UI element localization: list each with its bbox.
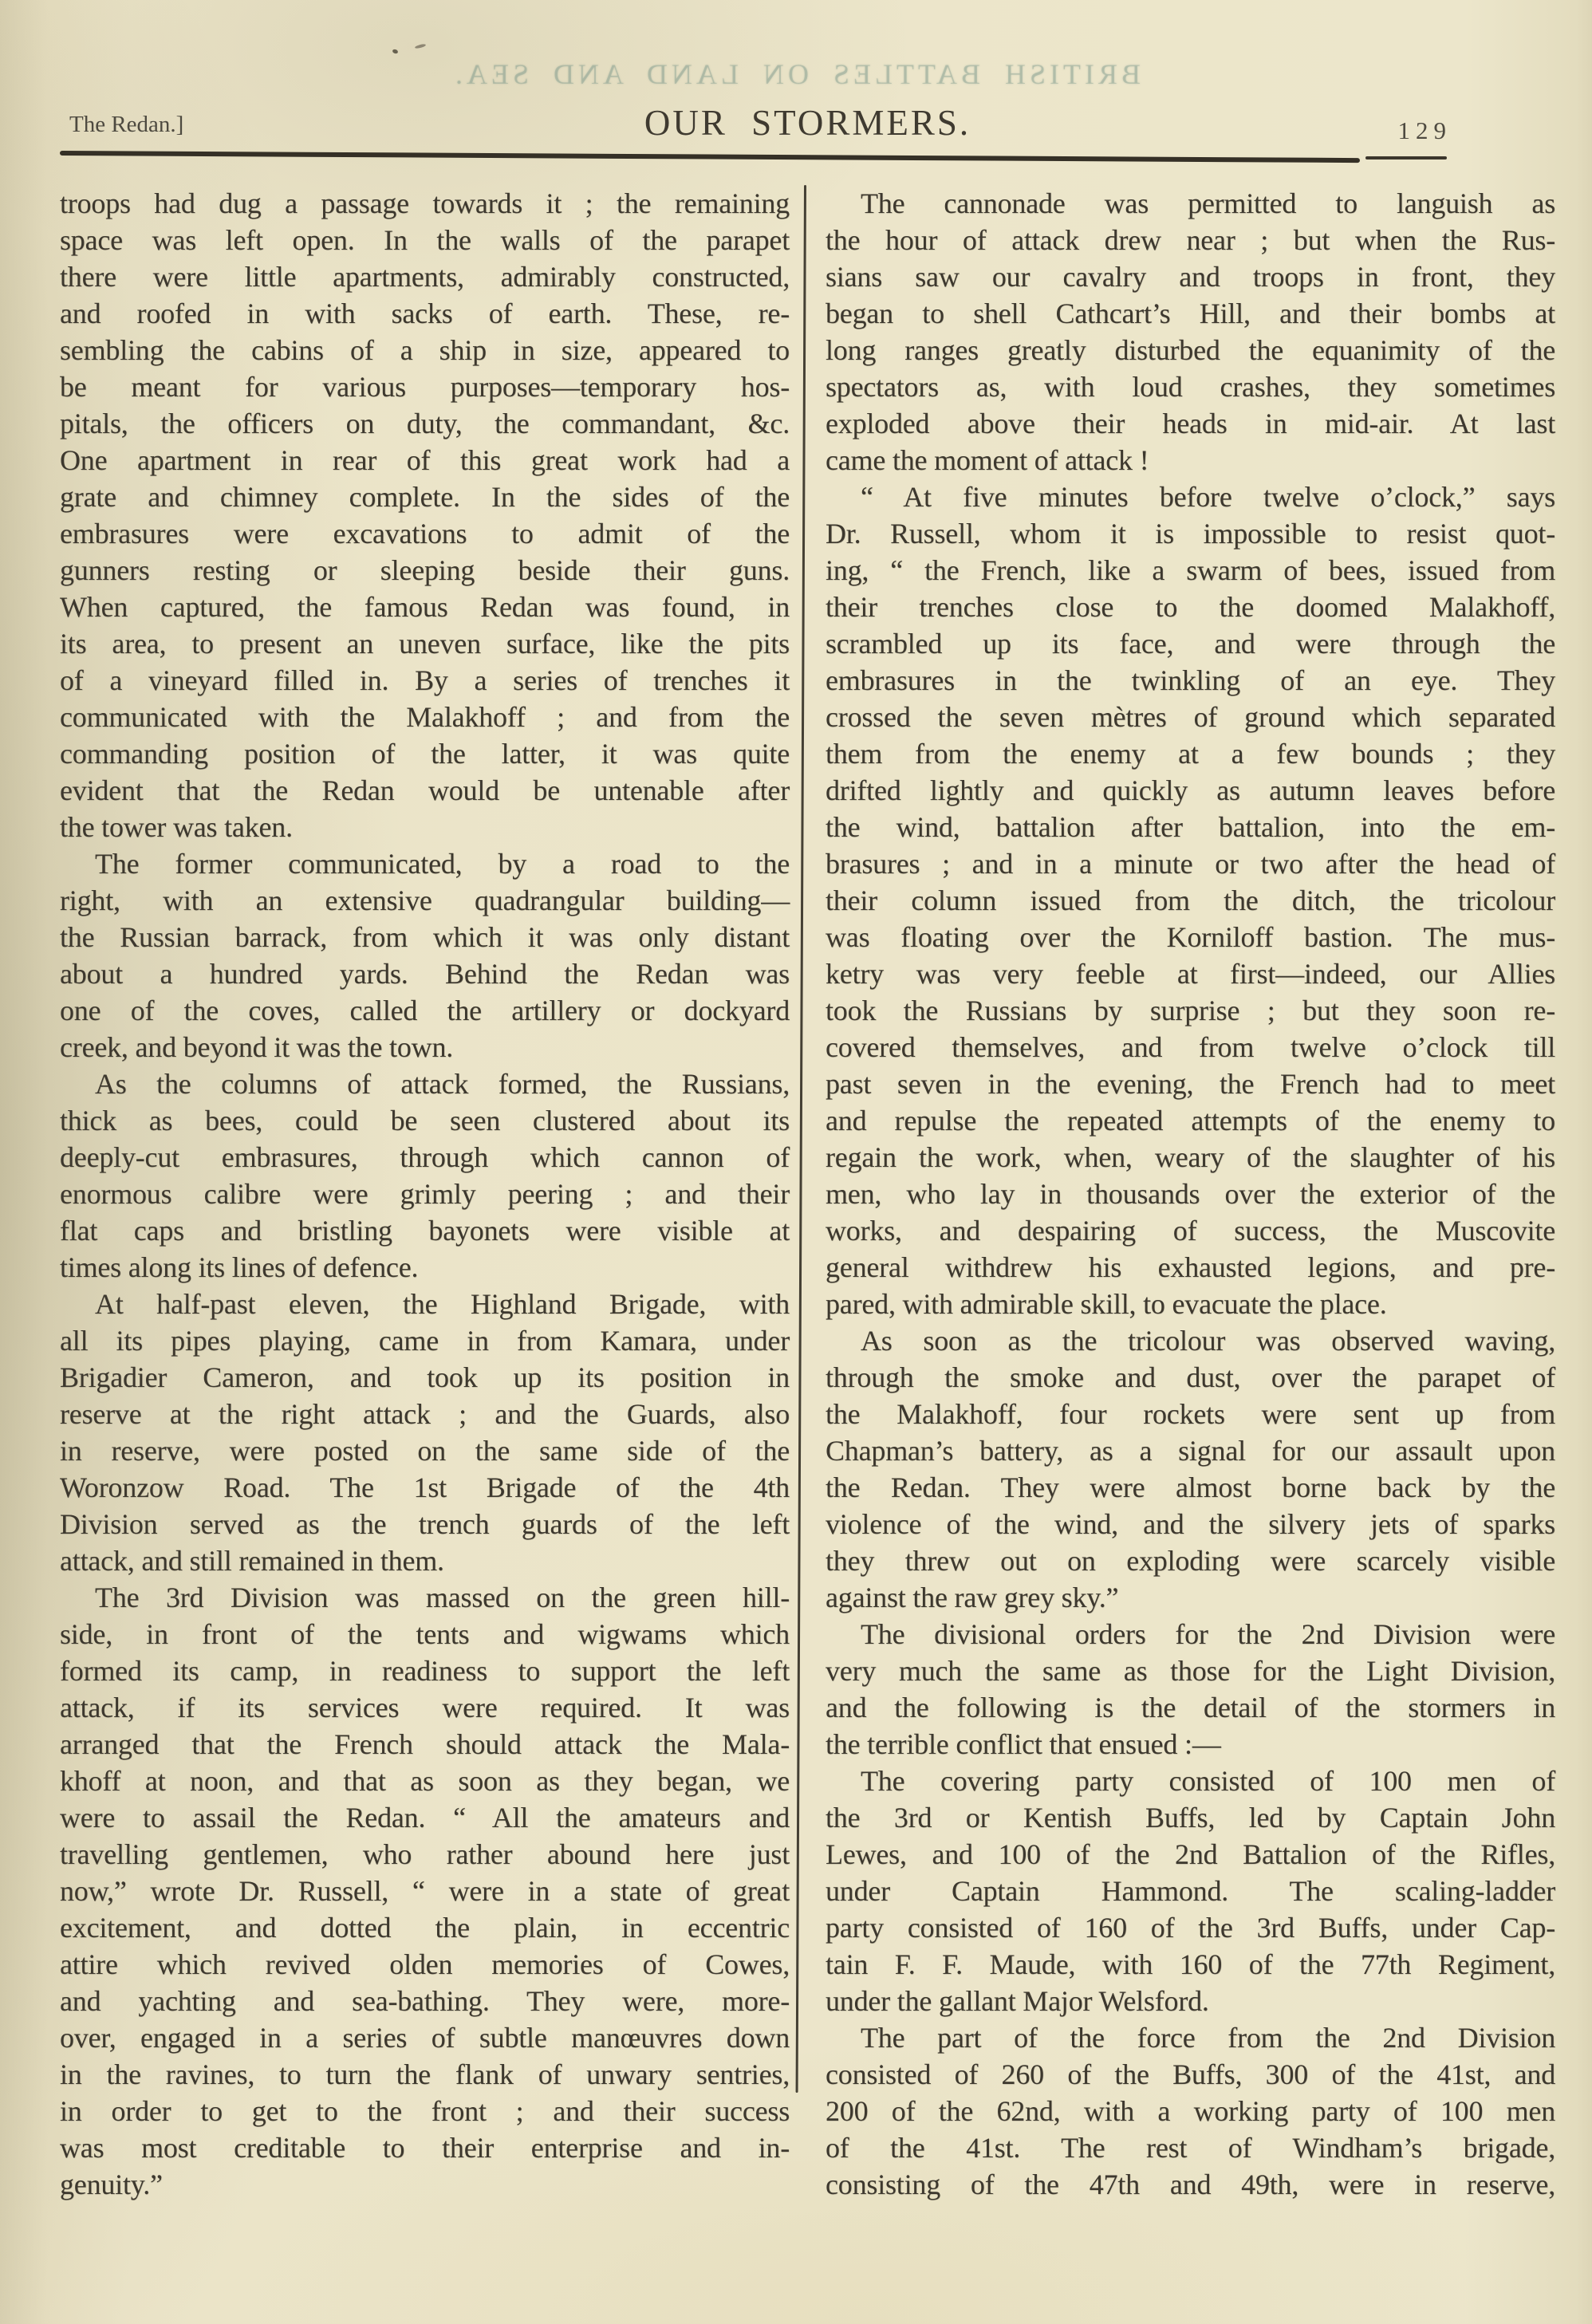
running-head xyxy=(60,102,1555,150)
text-line: the terrible conflict that ensued :— xyxy=(826,1728,1221,1760)
text-line: evident that the Redan would be untenable after xyxy=(60,774,790,806)
header-rule-segment xyxy=(1365,156,1447,160)
text-line: there were little apartments, admirably constructed, xyxy=(60,261,790,293)
text-line: its area, to present an uneven surface, like the pits xyxy=(60,628,790,660)
text-line: sembling the cabins of a ship in size, appeared to xyxy=(60,334,790,366)
text-line: khoff at noon, and that as soon as they began, we xyxy=(60,1765,790,1797)
text-line: the tower was taken. xyxy=(60,811,293,843)
text-line: very much the same as those for the Light Division, xyxy=(826,1655,1555,1687)
text-line: The former communicated, by a road to the xyxy=(95,848,790,880)
text-line: pared, with admirable skill, to evacuate the place. xyxy=(826,1288,1387,1320)
text-line: men, who lay in thousands over the exterior of the xyxy=(826,1178,1555,1210)
text-line: Lewes, and 100 of the 2nd Battalion of the Rifles, xyxy=(826,1838,1555,1870)
text-line: of the 41st. The rest of Windham’s brigade, xyxy=(826,2132,1555,2164)
text-column-left xyxy=(60,185,790,2203)
showthrough-text: BRITISH BATTLES ON LAND AND SEA. xyxy=(451,58,1141,90)
text-line: As the columns of attack formed, the Russians, xyxy=(95,1068,790,1100)
text-line: reserve at the right attack ; and the Guards, also xyxy=(60,1398,790,1430)
text-line: against the raw grey sky.” xyxy=(826,1582,1119,1613)
text-line: communicated with the Malakhoff ; and from the xyxy=(60,701,790,733)
text-line: the wind, battalion after battalion, into the em- xyxy=(826,811,1555,843)
header-rule xyxy=(60,151,1360,163)
text-line: right, with an extensive quadrangular building— xyxy=(60,884,790,916)
page-title: OUR STORMERS. xyxy=(644,103,971,143)
text-line: through the smoke and dust, over the parapet of xyxy=(826,1361,1555,1393)
text-line: and yachting and sea-bathing. They were, more- xyxy=(60,1985,790,2017)
text-line: attack, if its services were required. It was xyxy=(60,1692,790,1723)
text-line: embrasures in the twinkling of an eye. They xyxy=(826,664,1555,696)
text-line: began to shell Cathcart’s Hill, and their bombs at xyxy=(826,297,1555,329)
text-line: their trenches close to the doomed Malakhoff, xyxy=(826,591,1555,623)
text-line: all its pipes playing, came in from Kamara, under xyxy=(60,1325,790,1357)
text-line: past seven in the evening, the French had to meet xyxy=(826,1068,1555,1100)
text-line: covered themselves, and from twelve o’clock till xyxy=(826,1031,1555,1063)
text-line: drifted lightly and quickly as autumn leaves before xyxy=(826,774,1555,806)
text-line: in reserve, were posted on the same side of the xyxy=(60,1435,790,1467)
text-line: be meant for various purposes—temporary hos- xyxy=(60,371,790,403)
text-line: Woronzow Road. The 1st Brigade of the 4th xyxy=(60,1471,790,1503)
text-line: arranged that the French should attack the Mala- xyxy=(60,1728,790,1760)
text-line: regain the work, when, weary of the slaughter of his xyxy=(826,1141,1555,1173)
text-line: and the following is the detail of the stormers in xyxy=(826,1692,1555,1723)
text-line: sians saw our cavalry and troops in front, they xyxy=(826,261,1555,293)
text-line: grate and chimney complete. In the sides of the xyxy=(60,481,790,513)
text-line: deeply-cut embrasures, through which cannon of xyxy=(60,1141,790,1173)
text-line: At half-past eleven, the Highland Brigade, with xyxy=(95,1288,790,1320)
text-line: in the ravines, to turn the flank of unwary sentries, xyxy=(60,2058,790,2090)
text-line: the hour of attack drew near ; but when the Rus- xyxy=(826,224,1555,256)
text-line: formed its camp, in readiness to support the left xyxy=(60,1655,790,1687)
text-line: Chapman’s battery, as a signal for our assault upon xyxy=(826,1435,1555,1467)
text-line: Dr. Russell, whom it is impossible to resist quot- xyxy=(826,518,1555,549)
text-line: space was left open. In the walls of the parapet xyxy=(60,224,790,256)
text-line: crossed the seven mètres of ground which separated xyxy=(826,701,1555,733)
text-line: took the Russians by surprise ; but they soon re- xyxy=(826,995,1555,1026)
text-line: creek, and beyond it was the town. xyxy=(60,1031,454,1063)
text-line: of a vineyard filled in. By a series of trenches it xyxy=(60,664,790,696)
text-line: As soon as the tricolour was observed waving, xyxy=(861,1325,1555,1357)
text-line: under the gallant Major Welsford. xyxy=(826,1985,1209,2017)
text-line: their column issued from the ditch, the tricolour xyxy=(826,884,1555,916)
text-line: pitals, the officers on duty, the commandant, &c. xyxy=(60,408,790,439)
page-number: 129 xyxy=(1397,116,1452,144)
text-line: was floating over the Korniloff bastion. The mus- xyxy=(826,921,1555,953)
ink-speck xyxy=(415,43,427,49)
text-line: under Captain Hammond. The scaling-ladder xyxy=(826,1875,1555,1907)
text-line: The divisional orders for the 2nd Division were xyxy=(861,1618,1555,1650)
text-line: commanding position of the latter, it was quite xyxy=(60,738,790,770)
text-line: them from the enemy at a few bounds ; they xyxy=(826,738,1555,770)
text-line: flat caps and bristling bayonets were visible at xyxy=(60,1215,790,1247)
text-line: the 3rd or Kentish Buffs, led by Captain John xyxy=(826,1802,1555,1834)
text-line: violence of the wind, and the silvery jets of sparks xyxy=(826,1508,1555,1540)
text-line: the Russian barrack, from which it was only distant xyxy=(60,921,790,953)
text-line: was most creditable to their enterprise and in- xyxy=(60,2132,790,2164)
text-line: about a hundred yards. Behind the Redan was xyxy=(60,958,790,990)
text-line: Brigadier Cameron, and took up its position in xyxy=(60,1361,790,1393)
text-line: one of the coves, called the artillery or dockyard xyxy=(60,995,790,1026)
text-line: tain F. F. Maude, with 160 of the 77th Regiment, xyxy=(826,1948,1555,1980)
text-line: travelling gentlemen, who rather abound here just xyxy=(60,1838,790,1870)
text-line: excitement, and dotted the plain, in eccentric xyxy=(60,1912,790,1944)
text-line: and repulse the repeated attempts of the enemy to xyxy=(826,1105,1555,1136)
text-line: consisted of 260 of the Buffs, 300 of the 41st, and xyxy=(826,2058,1555,2090)
text-line: The part of the force from the 2nd Division xyxy=(861,2022,1555,2054)
text-line: were to assail the Redan. “ All the amateurs and xyxy=(60,1802,790,1834)
text-column-right xyxy=(826,185,1555,2203)
text-line: genuity.” xyxy=(60,2168,163,2200)
text-line: When captured, the famous Redan was found, in xyxy=(60,591,790,623)
text-line: long ranges greatly disturbed the equanimity of the xyxy=(826,334,1555,366)
text-line: spectators as, with loud crashes, they sometimes xyxy=(826,371,1555,403)
text-line: they threw out on exploding were scarcely visible xyxy=(826,1545,1555,1577)
text-line: ketry was very feeble at first—indeed, our Allies xyxy=(826,958,1555,990)
text-line: scrambled up its face, and were through the xyxy=(826,628,1555,660)
text-line: thick as bees, could be seen clustered about its xyxy=(60,1105,790,1136)
text-line: general withdrew his exhausted legions, and pre- xyxy=(826,1251,1555,1283)
text-line: came the moment of attack ! xyxy=(826,444,1149,476)
text-line: consisting of the 47th and 49th, were in reserve, xyxy=(826,2168,1555,2200)
text-line: in order to get to the front ; and their success xyxy=(60,2095,790,2127)
text-line: now,” wrote Dr. Russell, “ were in a state of great xyxy=(60,1875,790,1907)
text-line: gunners resting or sleeping beside their guns. xyxy=(60,554,790,586)
text-line: party consisted of 160 of the 3rd Buffs, under Cap- xyxy=(826,1912,1555,1944)
text-line: embrasures were excavations to admit of the xyxy=(60,518,790,549)
text-line: The 3rd Division was massed on the green hill- xyxy=(95,1582,790,1613)
text-line: side, in front of the tents and wigwams which xyxy=(60,1618,790,1650)
text-line: works, and despairing of success, the Muscovite xyxy=(826,1215,1555,1247)
text-line: the Redan. They were almost borne back by the xyxy=(826,1471,1555,1503)
text-line: times along its lines of defence. xyxy=(60,1251,419,1283)
column-divider xyxy=(796,185,806,2093)
text-line: brasures ; and in a minute or two after the head of xyxy=(826,848,1555,880)
text-line: troops had dug a passage towards it ; the remaining xyxy=(60,187,790,219)
text-line: One apartment in rear of this great work had a xyxy=(60,444,790,476)
text-line: enormous calibre were grimly peering ; and their xyxy=(60,1178,790,1210)
text-line: ing, “ the French, like a swarm of bees, issued from xyxy=(826,554,1555,586)
text-line: The cannonade was permitted to languish as xyxy=(861,187,1555,219)
text-line: Division served as the trench guards of the left xyxy=(60,1508,790,1540)
text-line: attire which revived olden memories of Cowes, xyxy=(60,1948,790,1980)
text-line: attack, and still remained in them. xyxy=(60,1545,444,1577)
ink-speck xyxy=(392,49,398,54)
running-head-section: The Redan.] xyxy=(69,112,184,137)
text-line: exploded above their heads in mid-air. At last xyxy=(826,408,1555,439)
text-line: The covering party consisted of 100 men of xyxy=(861,1765,1555,1797)
text-line: the Malakhoff, four rockets were sent up from xyxy=(826,1398,1555,1430)
text-body xyxy=(60,185,1555,2203)
text-line: and roofed in with sacks of earth. These, re- xyxy=(60,297,790,329)
text-line: “ At five minutes before twelve o’clock,” says xyxy=(861,481,1555,513)
text-line: over, engaged in a series of subtle manœuvres down xyxy=(60,2022,790,2054)
text-line: 200 of the 62nd, with a working party of 100 men xyxy=(826,2095,1555,2127)
